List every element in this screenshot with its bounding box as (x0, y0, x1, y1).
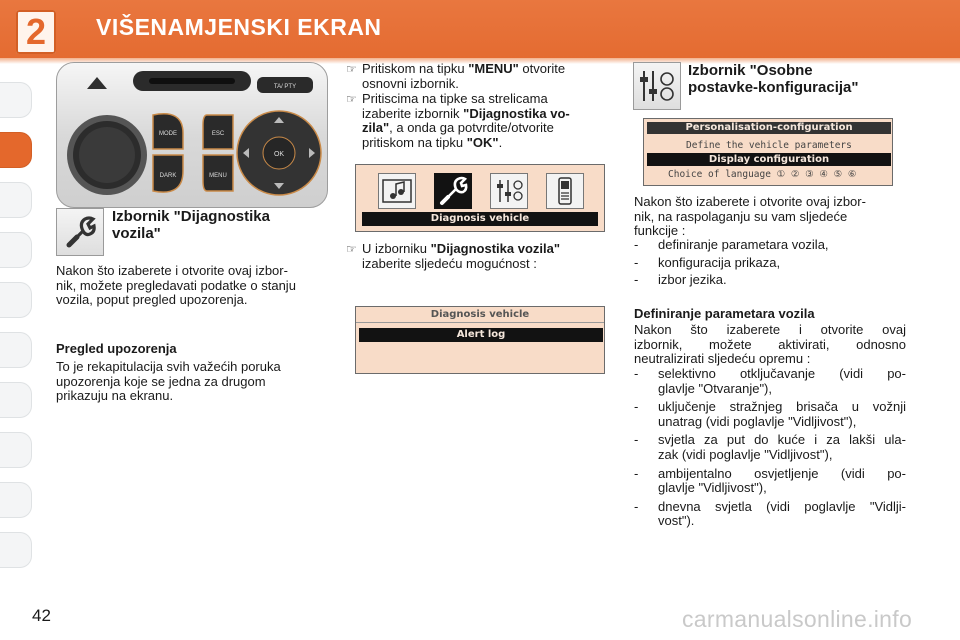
personalisation-screen (643, 118, 893, 186)
page-number: 42 (32, 606, 51, 625)
eject-icon (87, 77, 107, 89)
list-item: - dnevna svjetla (vidi poglavlje "Vidlji- vost"). (634, 498, 906, 529)
list-item: - selektivno otključavanje (vidi po- glavlje "Otvaranje"), (634, 366, 906, 396)
instruction-bullet-3: ☞ U izborniku "Dijagnostika vozila" izaberite sljedeću mogućnost : (346, 241, 560, 271)
side-tab-8[interactable] (0, 432, 32, 468)
pointing-hand-icon: ☞ (346, 62, 357, 76)
personalisation-heading-line-1: Izbornik "Osobne (688, 62, 813, 79)
side-tab-9[interactable] (0, 482, 32, 518)
sliders-icon (491, 174, 527, 208)
screen-menu-item-selected: Display configuration (647, 153, 891, 166)
page-title: VIŠENAMJENSKI EKRAN (96, 14, 382, 40)
main-menu-screen (355, 164, 605, 232)
chapter-badge (16, 10, 56, 54)
dark-label: DARK (159, 173, 177, 179)
menu-tile-diagnosis-selected (434, 173, 472, 209)
menu-tile-phone (546, 173, 584, 209)
menu-selection-bar: Diagnosis vehicle (362, 212, 598, 226)
list-item: - svjetla za put do kuće i za lakši ula- zak (vidi poglavlje "Vidljivost"), (634, 432, 906, 462)
diagnosis-heading-line-1: Izbornik "Dijagnostika (112, 208, 270, 225)
mobile-phone-icon (547, 174, 583, 208)
side-tab-3[interactable] (0, 182, 32, 218)
menu-tile-settings (490, 173, 528, 209)
text-line: prikazuju na ekranu. (56, 388, 174, 404)
menu-label: MENU (209, 173, 227, 179)
list-item: - izbor jezika. (634, 272, 727, 287)
list-item: - definiranje parametara vozila, (634, 237, 829, 252)
alert-log-heading: Pregled upozorenja (56, 341, 177, 356)
text-line: nik, možete pregledavati podatke o stanju (56, 277, 296, 293)
side-tab-2-active[interactable] (0, 132, 32, 168)
ok-label: OK (273, 151, 285, 158)
text-line: neutralizirati sljedeću opremu : (634, 351, 811, 367)
text-line: upozorenja koje se jedna za drugom (56, 373, 266, 389)
diagnosis-intro (56, 264, 328, 308)
function-list (634, 236, 906, 289)
text-line: Nakon što izaberete i otvorite ovaj (634, 322, 906, 337)
pointing-hand-icon: ☞ (346, 242, 357, 256)
personalisation-menu-icon-box (633, 62, 681, 110)
vehicle-parameters-heading: Definiranje parametara vozila (634, 306, 815, 321)
vehicle-parameters-intro (634, 323, 906, 367)
diagnosis-menu-icon-box (56, 208, 104, 256)
personalisation-screen-title: Personalisation-configuration (647, 122, 891, 134)
side-tab-4[interactable] (0, 232, 32, 268)
diagnosis-screen-title: Diagnosis vehicle (430, 309, 530, 320)
instruction-bullet-2: ☞ Pritiscima na tipke sa strelicama izaberite izbornik "Dijagnostika vo- zila", a onda ga potvrdite/otvorite pritiskom na tipku "OK". (346, 91, 570, 150)
diagnosis-screen (355, 306, 605, 374)
pointing-hand-icon: ☞ (346, 92, 357, 106)
text-line: funkcije : (634, 223, 686, 239)
screen-menu-item: Choice of language ① ② ③ ④ ⑤ ⑥ (668, 169, 857, 180)
text-line: izbornik, možete aktivirati, odnosno (634, 336, 906, 352)
esc-label: ESC (211, 131, 225, 137)
side-tab-7[interactable] (0, 382, 32, 418)
personalisation-intro (634, 195, 906, 239)
ta-pty-label: TA/ PTY (273, 84, 297, 90)
menu-tile-radio (378, 173, 416, 209)
alert-log-description (56, 360, 328, 404)
text-line: nik, na raspolaganju su vam sljedeće (634, 208, 848, 224)
wrench-icon (57, 209, 103, 255)
list-item: - ambijentalno osvjetljenje (vidi po- glavlje "Vidljivost"), (634, 465, 906, 496)
mode-label: MODE (159, 131, 177, 137)
list-item: - konfiguracija prikaza, (634, 254, 781, 270)
chapter-number: 2 (25, 11, 47, 52)
diagnosis-heading-line-2: vozila" (112, 225, 161, 242)
side-tab-6[interactable] (0, 332, 32, 368)
music-note-icon (379, 174, 415, 208)
diagnosis-menu-heading (112, 208, 332, 242)
text-line: Nakon što izaberete i otvorite ovaj izbor- (634, 194, 866, 209)
list-item: - uključenje stražnjeg brisača u vožnji unatrag (vidi poglavlje "Vidljivost"), (634, 399, 906, 429)
personalisation-heading-line-2: postavke-konfiguracija" (688, 79, 859, 96)
side-tab-10[interactable] (0, 532, 32, 568)
screen-menu-item: Define the vehicle parameters (686, 140, 852, 151)
sliders-icon (634, 63, 680, 109)
side-tab-5[interactable] (0, 282, 32, 318)
personalisation-menu-heading (688, 62, 928, 96)
equipment-list (634, 367, 906, 529)
side-tab-1[interactable] (0, 82, 32, 118)
instruction-bullet-1: ☞ Pritiskom na tipku "MENU" otvorite osnovni izbornik. (346, 61, 566, 91)
control-panel-drawing (57, 63, 329, 209)
alert-log-selection-bar: Alert log (359, 328, 603, 342)
text-line: vozila, poput pregled upozorenja. (56, 292, 248, 308)
text-line: To je rekapitulacija svih važećih poruka (56, 359, 281, 374)
wrench-icon (435, 174, 471, 208)
watermark: carmanualsonline.info (682, 606, 913, 632)
control-panel-photo (56, 62, 328, 208)
text-line: Nakon što izaberete i otvorite ovaj izbor- (56, 263, 288, 278)
